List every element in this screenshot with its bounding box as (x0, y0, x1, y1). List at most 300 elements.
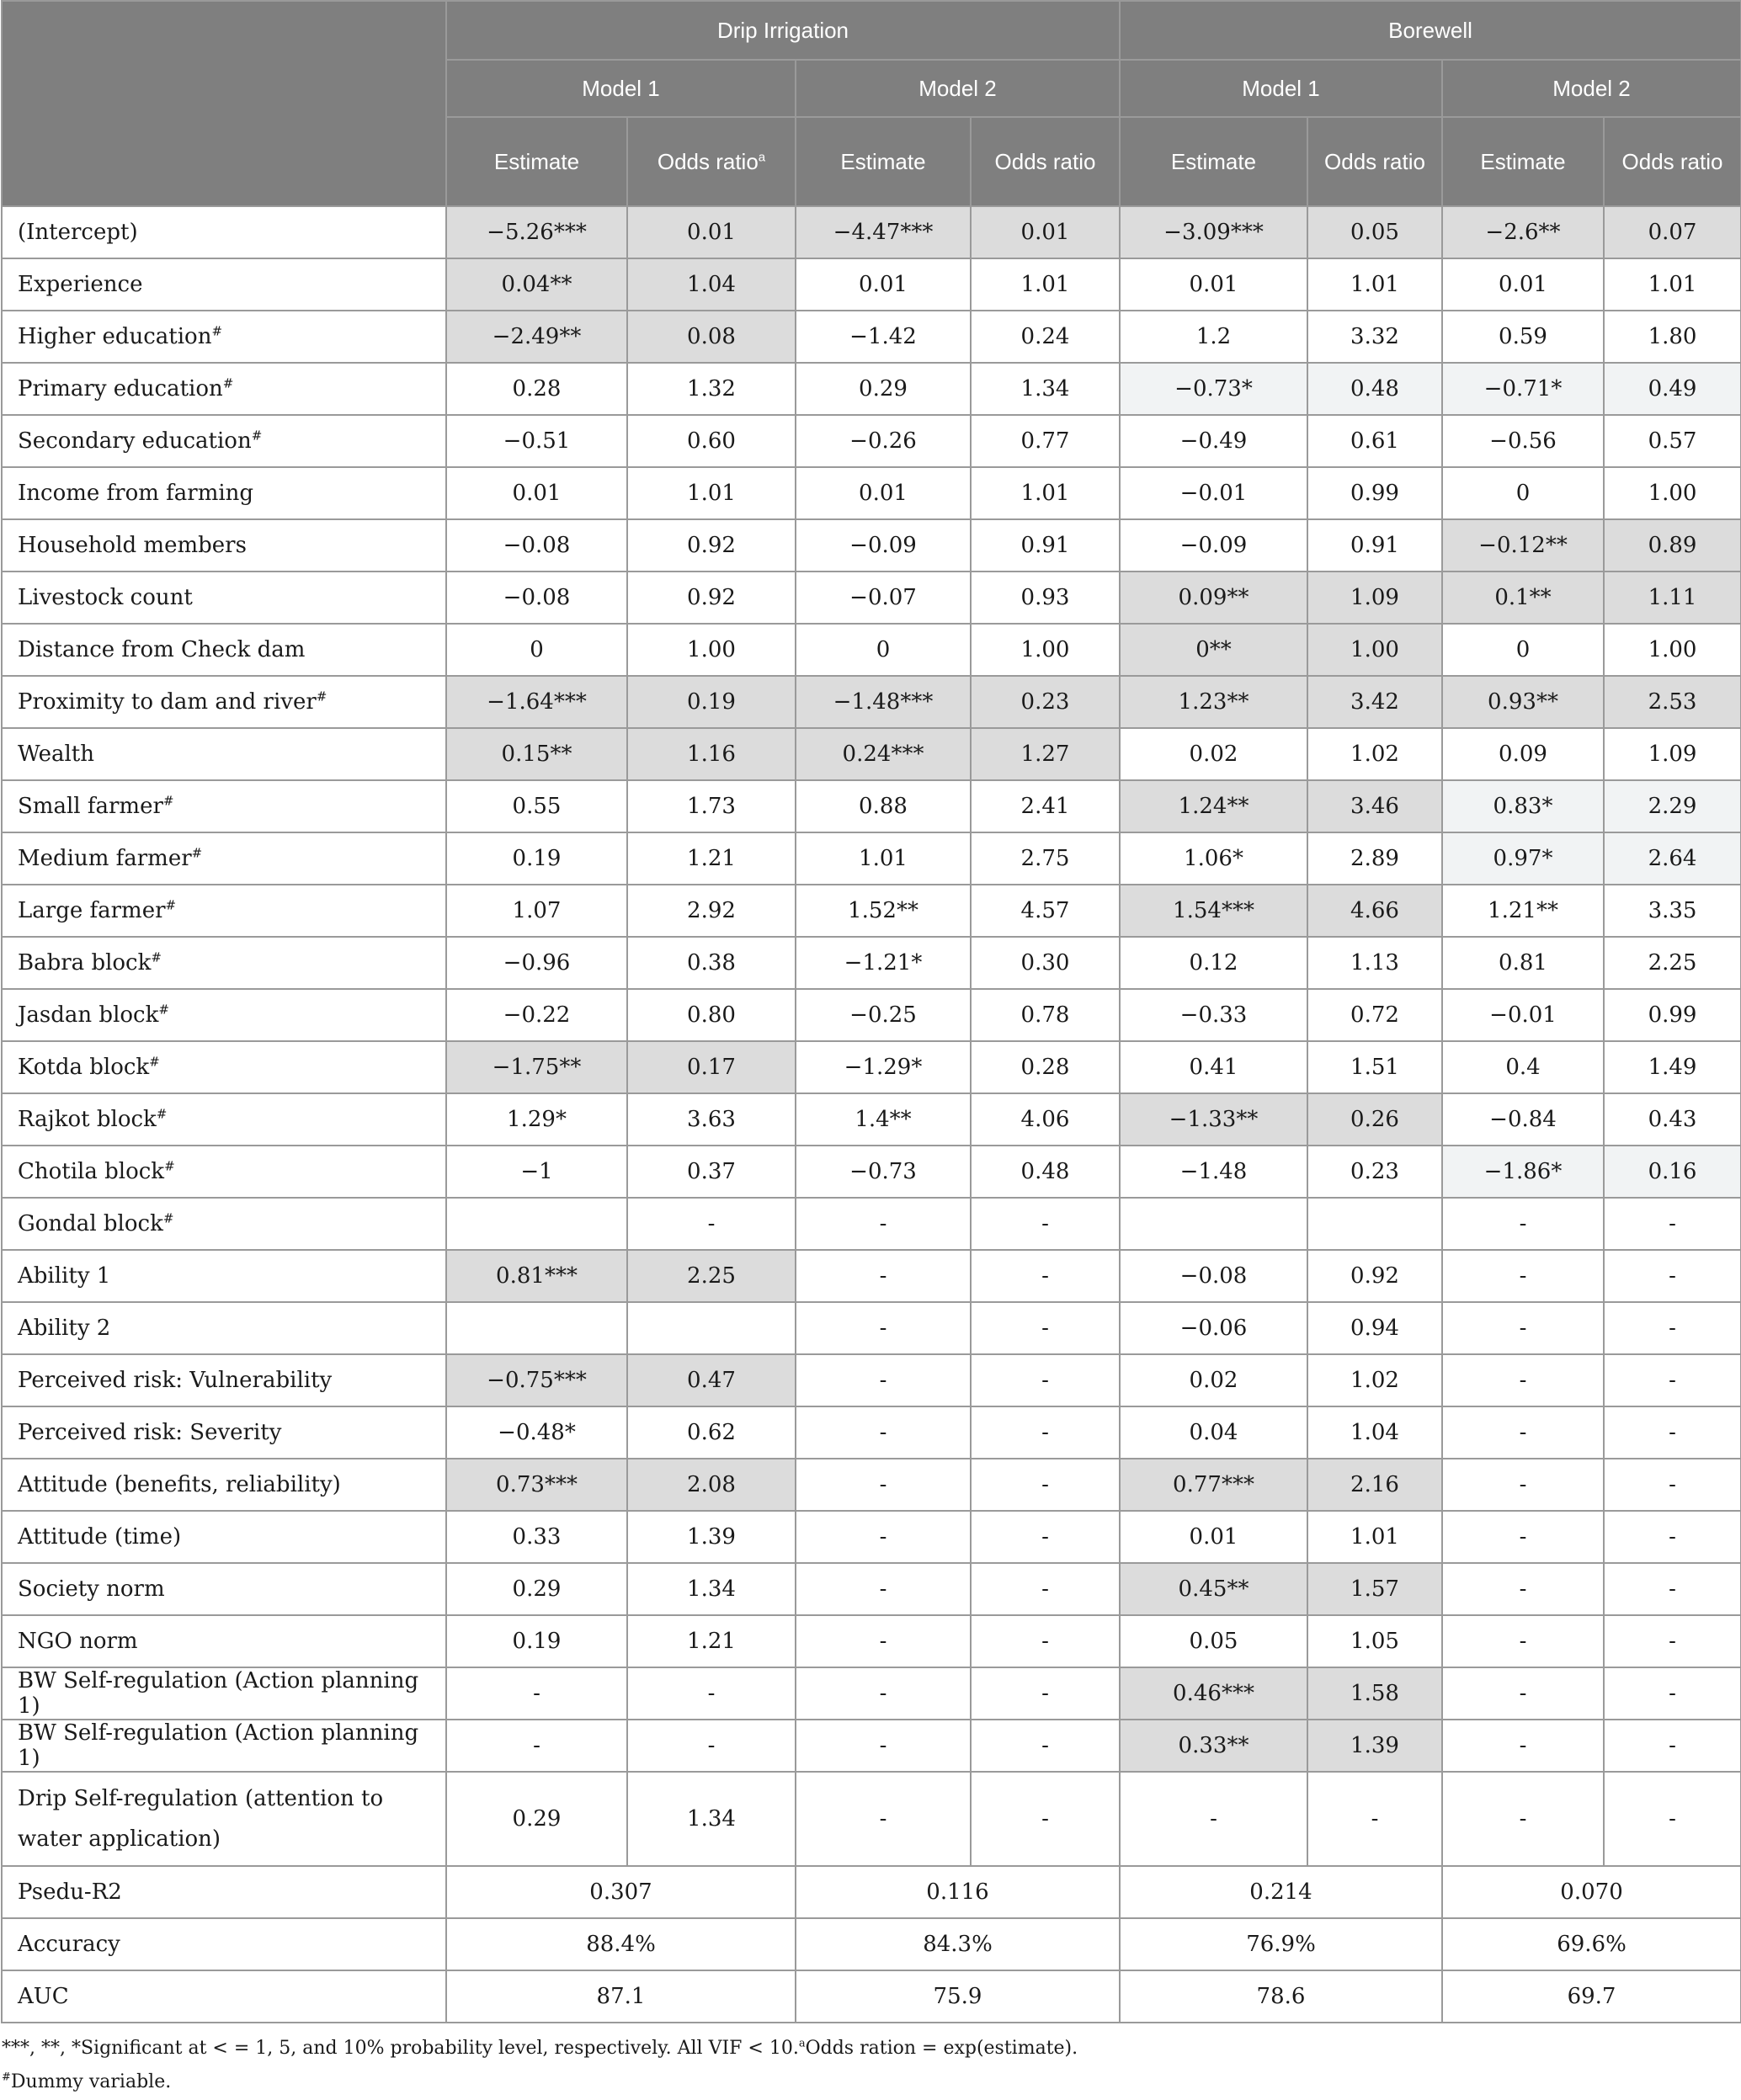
estimate-cell: - (1442, 1667, 1604, 1720)
odds-ratio-cell: 1.21 (627, 1615, 796, 1667)
estimate-cell: −5.26*** (446, 206, 627, 258)
odds-ratio-cell: 0.62 (627, 1406, 796, 1459)
estimate-cell: −0.51 (446, 415, 627, 467)
estimate-cell: −0.96 (446, 937, 627, 989)
odds-ratio-cell: 2.25 (627, 1250, 796, 1302)
estimate-cell: - (1442, 1354, 1604, 1406)
estimate-cell: 0.45** (1120, 1563, 1307, 1615)
row-label (2, 676, 446, 728)
estimate-cell: 1.24** (1120, 780, 1307, 832)
odds-ratio-cell: - (627, 1198, 796, 1250)
summary-value-cell: 87.1 (446, 1970, 796, 2023)
estimate-cell: −0.84 (1442, 1093, 1604, 1146)
row-label-text: Jasdan block (18, 1002, 159, 1028)
odds-ratio-cell (627, 1302, 796, 1354)
table-row (2, 1093, 1741, 1146)
odds-ratio-cell: - (627, 1720, 796, 1772)
estimate-cell: −0.07 (796, 572, 971, 624)
summary-value-cell: 76.9% (1120, 1918, 1442, 1970)
dummy-variable-marker: # (149, 1054, 160, 1070)
summary-value-cell: 0.214 (1120, 1866, 1442, 1918)
estimate-cell: −0.75*** (446, 1354, 627, 1406)
table-row (2, 676, 1741, 728)
odds-ratio-cell: 1.13 (1307, 937, 1442, 989)
row-label-text: Attitude (time) (18, 1524, 182, 1550)
summary-value-cell: 69.7 (1442, 1970, 1741, 2023)
col-header-odds-ratio: Odds ratio (1307, 117, 1442, 206)
odds-ratio-cell: 3.35 (1604, 885, 1741, 937)
odds-ratio-cell: 0.91 (971, 519, 1120, 572)
estimate-cell: 1.54*** (1120, 885, 1307, 937)
summary-row (2, 1866, 1741, 1918)
odds-ratio-cell: 1.51 (1307, 1041, 1442, 1093)
table-row (2, 832, 1741, 885)
summary-value-cell: 0.307 (446, 1866, 796, 1918)
odds-ratio-cell: 0.99 (1604, 989, 1741, 1041)
odds-ratio-cell: - (971, 1720, 1120, 1772)
estimate-cell: −1.48*** (796, 676, 971, 728)
odds-ratio-cell: 2.75 (971, 832, 1120, 885)
table-row (2, 1250, 1741, 1302)
odds-ratio-cell: 0.99 (1307, 467, 1442, 519)
row-label (2, 832, 446, 885)
odds-ratio-cell: - (971, 1198, 1120, 1250)
estimate-cell: −1 (446, 1146, 627, 1198)
estimate-cell: −0.08 (446, 572, 627, 624)
odds-ratio-cell: 0.16 (1604, 1146, 1741, 1198)
dummy-variable-marker: # (151, 949, 162, 965)
row-label (2, 780, 446, 832)
table-footnotes (2, 2032, 1078, 2099)
table-row (2, 467, 1741, 519)
odds-ratio-cell: 1.21 (627, 832, 796, 885)
col-header-odds-ratio: Odds ratio (1604, 117, 1741, 206)
summary-value-cell: 84.3% (796, 1918, 1120, 1970)
estimate-cell: 1.2 (1120, 311, 1307, 363)
summary-label: Psedu-R2 (2, 1866, 446, 1918)
model-header: Model 2 (796, 60, 1120, 117)
odds-ratio-cell: 1.04 (1307, 1406, 1442, 1459)
estimate-cell: - (446, 1720, 627, 1772)
row-label (2, 258, 446, 311)
odds-ratio-cell: 2.08 (627, 1459, 796, 1511)
odds-ratio-cell: 0.92 (627, 519, 796, 572)
estimate-cell (446, 1302, 627, 1354)
table-row (2, 1511, 1741, 1563)
odds-ratio-cell: 1.01 (971, 258, 1120, 311)
footnote-dummy (2, 2065, 1078, 2099)
estimate-cell: 0.19 (446, 1615, 627, 1667)
estimate-cell: 0 (446, 624, 627, 676)
row-label-text: Primary education (18, 376, 223, 401)
odds-ratio-cell: - (627, 1667, 796, 1720)
table-row (2, 1354, 1741, 1406)
estimate-cell: −0.08 (446, 519, 627, 572)
odds-ratio-cell: 1.00 (971, 624, 1120, 676)
row-label (2, 989, 446, 1041)
regression-results-table (1, 0, 1741, 2023)
odds-ratio-cell: - (1604, 1720, 1741, 1772)
row-label (2, 728, 446, 780)
estimate-cell: - (1442, 1563, 1604, 1615)
odds-ratio-cell: 1.00 (1604, 467, 1741, 519)
odds-ratio-cell: 0.17 (627, 1041, 796, 1093)
estimate-cell: - (796, 1406, 971, 1459)
estimate-cell: 1.07 (446, 885, 627, 937)
row-label-text: Proximity to dam and river (18, 689, 317, 715)
row-label (2, 1511, 446, 1563)
estimate-cell: 0.09 (1442, 728, 1604, 780)
estimate-cell: 0.01 (1120, 1511, 1307, 1563)
row-label-text: Higher education (18, 324, 212, 349)
estimate-cell: - (796, 1563, 971, 1615)
estimate-cell: 1.21** (1442, 885, 1604, 937)
estimate-cell: −0.25 (796, 989, 971, 1041)
table-row (2, 1720, 1741, 1772)
odds-ratio-cell: 0.01 (627, 206, 796, 258)
estimate-cell: 0.4 (1442, 1041, 1604, 1093)
summary-value-cell: 0.070 (1442, 1866, 1741, 1918)
odds-ratio-cell: 0.07 (1604, 206, 1741, 258)
estimate-cell: −1.48 (1120, 1146, 1307, 1198)
odds-ratio-cell: 0.37 (627, 1146, 796, 1198)
estimate-cell: 0.55 (446, 780, 627, 832)
odds-ratio-cell: 0.49 (1604, 363, 1741, 415)
odds-ratio-cell: - (1604, 1198, 1741, 1250)
odds-ratio-cell: - (1307, 1772, 1442, 1866)
dummy-variable-marker: # (162, 793, 174, 809)
odds-ratio-cell: - (971, 1615, 1120, 1667)
odds-ratio-cell: 1.49 (1604, 1041, 1741, 1093)
odds-ratio-cell: 0.60 (627, 415, 796, 467)
estimate-cell: 0.77*** (1120, 1459, 1307, 1511)
footnote-superscript: # (2, 2071, 11, 2084)
odds-ratio-cell: 1.00 (1307, 624, 1442, 676)
odds-ratio-cell: 0.43 (1604, 1093, 1741, 1146)
odds-ratio-cell: 0.48 (1307, 363, 1442, 415)
row-label-text: NGO norm (18, 1629, 138, 1654)
odds-ratio-cell: - (1604, 1772, 1741, 1866)
footnote-text: ***, **, *Significant at < = 1, 5, and 10% probability level, respectively. All VIF < 10. (2, 2038, 799, 2059)
estimate-cell: 0.29 (446, 1563, 627, 1615)
row-label (2, 519, 446, 572)
row-label-text: Secondary education (18, 428, 252, 454)
row-label-text: Wealth (18, 742, 94, 767)
table-row (2, 1146, 1741, 1198)
col-header-odds-ratio: Odds ratio (971, 117, 1120, 206)
odds-ratio-cell: 1.34 (971, 363, 1120, 415)
odds-ratio-cell: 2.64 (1604, 832, 1741, 885)
row-label (2, 1302, 446, 1354)
row-label (2, 624, 446, 676)
estimate-cell: 0.01 (796, 467, 971, 519)
estimate-cell: −1.21* (796, 937, 971, 989)
odds-ratio-cell: - (971, 1511, 1120, 1563)
row-label-text: Drip Self-regulation (attention to water application) (18, 1786, 384, 1852)
estimate-cell: −0.56 (1442, 415, 1604, 467)
odds-ratio-cell: 1.58 (1307, 1667, 1442, 1720)
odds-ratio-cell: - (1604, 1459, 1741, 1511)
estimate-cell: - (796, 1354, 971, 1406)
table-row (2, 206, 1741, 258)
estimate-cell: 0.1** (1442, 572, 1604, 624)
estimate-cell: 0.01 (446, 467, 627, 519)
estimate-cell: 0.97* (1442, 832, 1604, 885)
row-label (2, 1198, 446, 1250)
table-row (2, 780, 1741, 832)
odds-ratio-cell: 1.02 (1307, 1354, 1442, 1406)
odds-ratio-cell: 4.66 (1307, 885, 1442, 937)
estimate-cell: 0.01 (1120, 258, 1307, 311)
odds-ratio-cell: 3.32 (1307, 311, 1442, 363)
row-label (2, 1250, 446, 1302)
row-label-text: Small farmer (18, 794, 163, 819)
odds-ratio-cell: 2.25 (1604, 937, 1741, 989)
row-label-text: Livestock count (18, 585, 193, 610)
odds-ratio-cell: - (1604, 1250, 1741, 1302)
estimate-cell: 0.41 (1120, 1041, 1307, 1093)
estimate-cell: - (796, 1511, 971, 1563)
estimate-cell: - (796, 1198, 971, 1250)
row-label-text: Perceived risk: Vulnerability (18, 1368, 333, 1393)
estimate-cell: 0.81 (1442, 937, 1604, 989)
table-row (2, 1615, 1741, 1667)
estimate-cell: −0.71* (1442, 363, 1604, 415)
group-header-drip: Drip Irrigation (446, 1, 1120, 60)
odds-ratio-cell: 1.09 (1604, 728, 1741, 780)
model-header: Model 1 (446, 60, 796, 117)
odds-ratio-cell: 0.61 (1307, 415, 1442, 467)
summary-value-cell: 69.6% (1442, 1918, 1741, 1970)
estimate-cell: −1.64*** (446, 676, 627, 728)
odds-ratio-cell: 1.01 (971, 467, 1120, 519)
table-row (2, 1459, 1741, 1511)
estimate-cell: 0.88 (796, 780, 971, 832)
estimate-cell: −0.33 (1120, 989, 1307, 1041)
odds-ratio-cell: 0.72 (1307, 989, 1442, 1041)
estimate-cell: - (1442, 1198, 1604, 1250)
estimate-cell: −0.49 (1120, 415, 1307, 467)
row-label-text: Chotila block (18, 1159, 165, 1184)
estimate-cell: −0.26 (796, 415, 971, 467)
estimate-cell: - (796, 1302, 971, 1354)
odds-ratio-cell: 1.57 (1307, 1563, 1442, 1615)
estimate-cell: 0.09** (1120, 572, 1307, 624)
odds-ratio-cell: 0.23 (1307, 1146, 1442, 1198)
odds-ratio-cell: 1.16 (627, 728, 796, 780)
odds-ratio-cell: 0.24 (971, 311, 1120, 363)
estimate-cell: 1.29* (446, 1093, 627, 1146)
estimate-cell: - (796, 1615, 971, 1667)
estimate-cell (1120, 1198, 1307, 1250)
estimate-cell: 0 (1442, 624, 1604, 676)
summary-value-cell: 0.116 (796, 1866, 1120, 1918)
header-blank-cell (2, 1, 446, 206)
odds-ratio-cell: 1.39 (1307, 1720, 1442, 1772)
summary-value-cell: 78.6 (1120, 1970, 1442, 2023)
odds-ratio-cell: 1.01 (627, 467, 796, 519)
odds-ratio-cell: 0.30 (971, 937, 1120, 989)
table-row (2, 363, 1741, 415)
row-label-text: Large farmer (18, 898, 166, 923)
estimate-cell: −2.6** (1442, 206, 1604, 258)
estimate-cell: 0.02 (1120, 1354, 1307, 1406)
estimate-cell: - (1120, 1772, 1307, 1866)
estimate-cell: 0.93** (1442, 676, 1604, 728)
estimate-cell: 0.01 (796, 258, 971, 311)
table-row (2, 519, 1741, 572)
row-label (2, 937, 446, 989)
odds-ratio-cell: 0.01 (971, 206, 1120, 258)
estimate-cell: 1.06* (1120, 832, 1307, 885)
row-label-text: BW Self-regulation (Action planning 1) (18, 1668, 419, 1719)
table-row (2, 624, 1741, 676)
estimate-cell: 0.33** (1120, 1720, 1307, 1772)
odds-ratio-cell: 2.92 (627, 885, 796, 937)
table-row (2, 572, 1741, 624)
estimate-cell: 0.28 (446, 363, 627, 415)
odds-ratio-cell: 1.34 (627, 1772, 796, 1866)
row-label (2, 1406, 446, 1459)
odds-ratio-cell: 1.32 (627, 363, 796, 415)
estimate-cell: - (1442, 1720, 1604, 1772)
estimate-cell: 0.29 (796, 363, 971, 415)
summary-value-cell: 75.9 (796, 1970, 1120, 2023)
row-label-text: Ability 2 (18, 1316, 111, 1341)
estimate-cell: 0.19 (446, 832, 627, 885)
estimate-cell: −0.73* (1120, 363, 1307, 415)
odds-ratio-cell: - (1604, 1615, 1741, 1667)
odds-ratio-cell: - (1604, 1511, 1741, 1563)
estimate-cell: 0.02 (1120, 728, 1307, 780)
odds-ratio-cell: 1.04 (627, 258, 796, 311)
estimate-cell: −1.75** (446, 1041, 627, 1093)
odds-ratio-cell (1307, 1198, 1442, 1250)
footnote-significance (2, 2032, 1078, 2065)
table-body (2, 206, 1741, 2023)
row-label (2, 467, 446, 519)
odds-ratio-cell: 1.01 (1307, 1511, 1442, 1563)
odds-ratio-cell: 2.29 (1604, 780, 1741, 832)
odds-ratio-cell: - (971, 1459, 1120, 1511)
odds-ratio-cell: 0.94 (1307, 1302, 1442, 1354)
odds-ratio-cell: - (1604, 1563, 1741, 1615)
row-label (2, 1720, 446, 1772)
odds-ratio-cell: - (971, 1302, 1120, 1354)
estimate-cell: - (1442, 1511, 1604, 1563)
estimate-cell: 1.4** (796, 1093, 971, 1146)
table-row (2, 1667, 1741, 1720)
table-row (2, 1302, 1741, 1354)
table-row (2, 937, 1741, 989)
dummy-variable-marker: # (251, 428, 263, 444)
estimate-cell: −0.09 (1120, 519, 1307, 572)
row-label-text: Ability 1 (18, 1263, 111, 1289)
odds-ratio-cell: 1.05 (1307, 1615, 1442, 1667)
odds-ratio-cell: - (1604, 1667, 1741, 1720)
estimate-cell: −0.22 (446, 989, 627, 1041)
row-label-text: Rajkot block (18, 1107, 157, 1132)
dummy-variable-marker: # (164, 1158, 175, 1174)
dummy-variable-marker: # (191, 845, 203, 861)
row-label (2, 363, 446, 415)
estimate-cell: −1.33** (1120, 1093, 1307, 1146)
row-label-text: Perceived risk: Severity (18, 1420, 282, 1445)
row-label (2, 1093, 446, 1146)
estimate-cell: 0 (1442, 467, 1604, 519)
row-label (2, 311, 446, 363)
estimate-cell: 0.15** (446, 728, 627, 780)
estimate-cell: - (1442, 1250, 1604, 1302)
odds-ratio-cell: 0.05 (1307, 206, 1442, 258)
estimate-cell: 0.04** (446, 258, 627, 311)
row-label-text: Kotda block (18, 1055, 150, 1080)
footnote-superscript: a (798, 2037, 806, 2050)
row-label-text: Distance from Check dam (18, 637, 306, 662)
estimate-cell: 1.01 (796, 832, 971, 885)
odds-ratio-cell: 1.00 (1604, 624, 1741, 676)
row-label (2, 1615, 446, 1667)
odds-ratio-cell: 2.41 (971, 780, 1120, 832)
estimate-cell (446, 1198, 627, 1250)
row-label (2, 1459, 446, 1511)
table-row (2, 989, 1741, 1041)
estimate-cell: 0.73*** (446, 1459, 627, 1511)
summary-label: Accuracy (2, 1918, 446, 1970)
row-label (2, 1354, 446, 1406)
odds-ratio-cell: 1.34 (627, 1563, 796, 1615)
odds-ratio-cell: 0.47 (627, 1354, 796, 1406)
row-label-text: BW Self-regulation (Action planning 1) (18, 1720, 419, 1771)
odds-ratio-cell: - (971, 1354, 1120, 1406)
estimate-cell: 0.12 (1120, 937, 1307, 989)
summary-value-cell: 88.4% (446, 1918, 796, 1970)
odds-ratio-cell: 1.00 (627, 624, 796, 676)
estimate-cell: 0.83* (1442, 780, 1604, 832)
table-header (2, 1, 1741, 206)
estimate-cell: −1.42 (796, 311, 971, 363)
estimate-cell: - (796, 1667, 971, 1720)
table-row (2, 1563, 1741, 1615)
odds-ratio-cell: - (1604, 1406, 1741, 1459)
odds-ratio-cell: 1.09 (1307, 572, 1442, 624)
dummy-variable-marker: # (222, 375, 234, 391)
row-label (2, 885, 446, 937)
odds-ratio-cell: - (1604, 1302, 1741, 1354)
odds-ratio-cell: - (971, 1406, 1120, 1459)
odds-ratio-cell: 0.92 (1307, 1250, 1442, 1302)
estimate-cell: 0.29 (446, 1772, 627, 1866)
estimate-cell: - (446, 1667, 627, 1720)
odds-ratio-cell: 0.91 (1307, 519, 1442, 572)
row-label (2, 415, 446, 467)
estimate-cell: −1.29* (796, 1041, 971, 1093)
estimate-cell: 1.52** (796, 885, 971, 937)
odds-ratio-cell: 4.57 (971, 885, 1120, 937)
row-label (2, 1563, 446, 1615)
col-header-odds-ratio-text: Odds ratio (657, 149, 759, 174)
estimate-cell: 0** (1120, 624, 1307, 676)
odds-ratio-cell: 4.06 (971, 1093, 1120, 1146)
estimate-cell: 0.33 (446, 1511, 627, 1563)
group-header-borewell: Borewell (1120, 1, 1741, 60)
estimate-cell: 0 (796, 624, 971, 676)
odds-ratio-cell: - (971, 1772, 1120, 1866)
row-label-text: (Intercept) (18, 220, 138, 245)
table-row (2, 1772, 1741, 1866)
odds-ratio-cell: 1.27 (971, 728, 1120, 780)
odds-ratio-cell: 3.46 (1307, 780, 1442, 832)
